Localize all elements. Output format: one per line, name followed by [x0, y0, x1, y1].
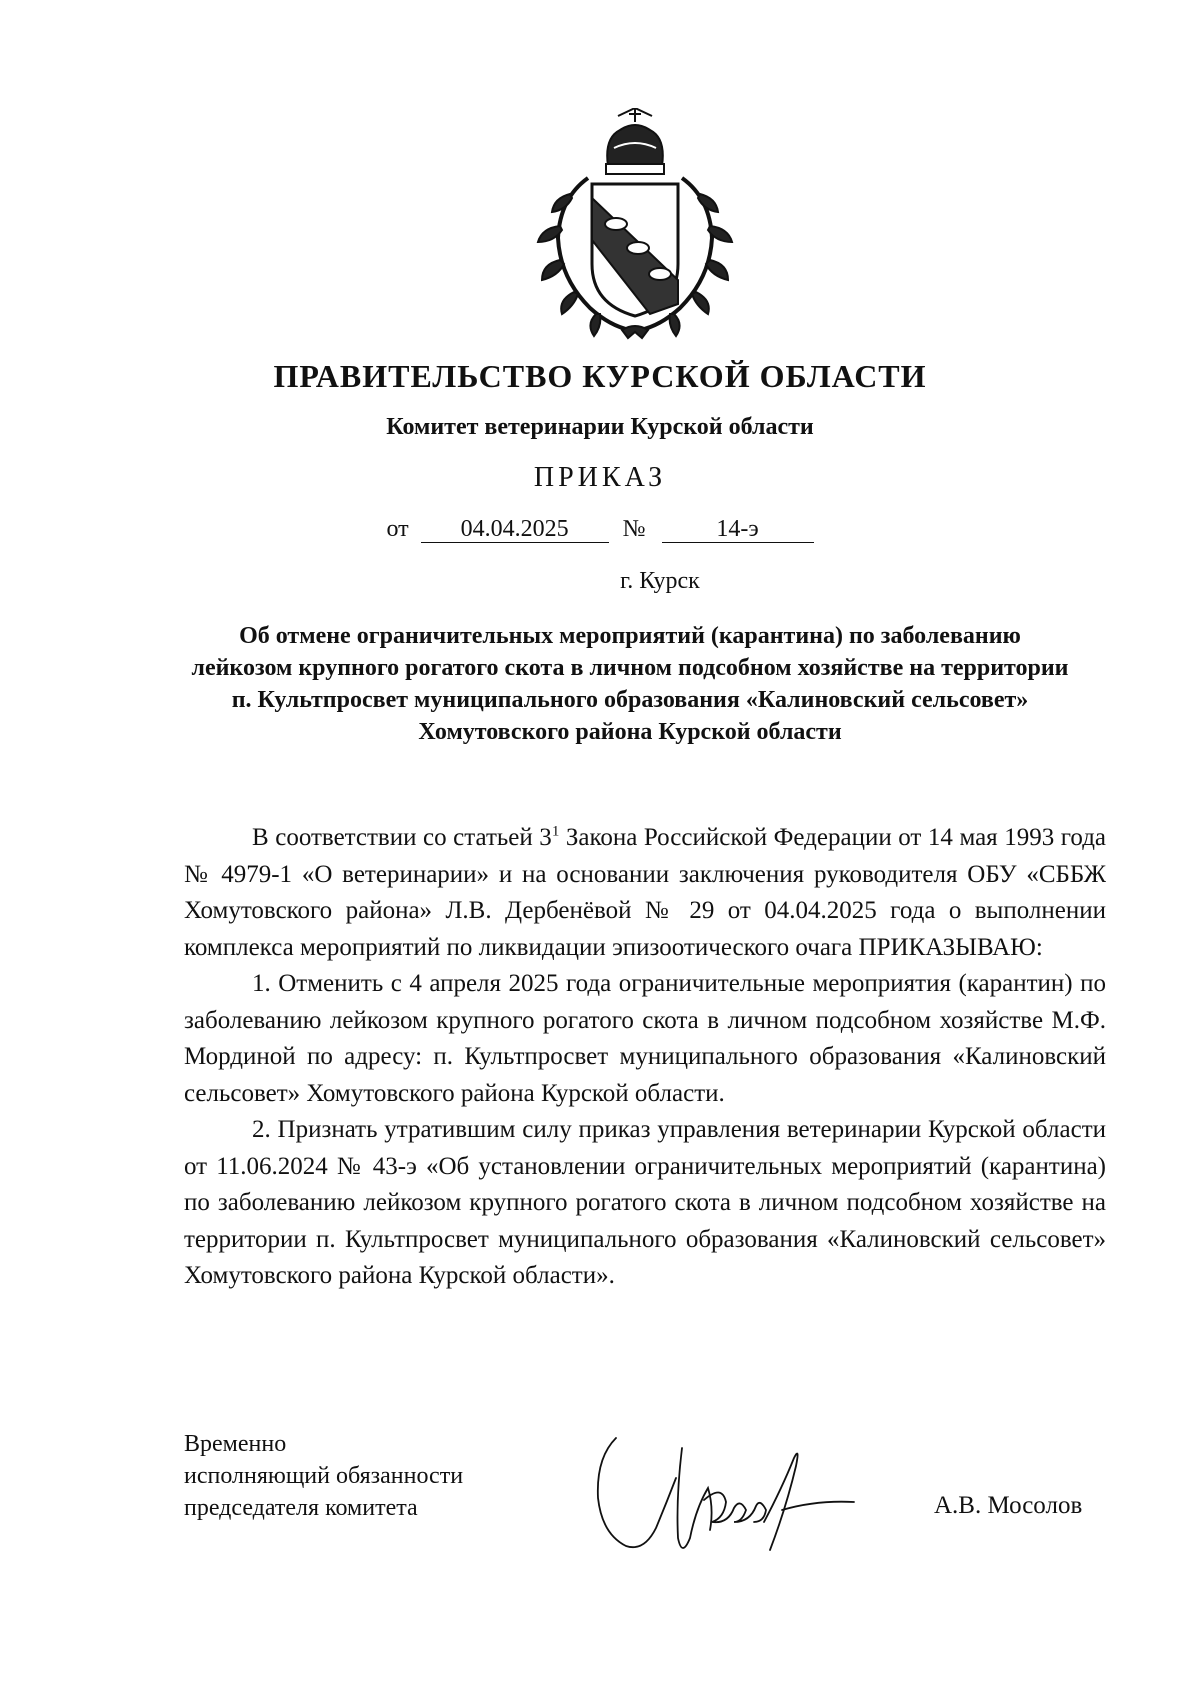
order-item-1: 1. Отменить с 4 апреля 2025 года ограничительные мероприятия (карантин) по заболеванию лейкозом крупного рогатого скота в личном подсобном хозяйстве М.Ф. Мординой по адресу: п. Культпросвет муниципального образования «Калиновский сельсовет» Хомутовского района Курской области. — [184, 970, 1106, 1107]
signer-position-line-1: Временно — [184, 1431, 287, 1457]
order-item-2: 2. Признать утратившим силу приказ управления ветеринарии Курской области от 11.06.2024 № 43-э «Об установлении ограничительных мероприятий (карантина) по заболеванию лейкозом крупного рогатого скота в личном подсобном хозяйстве на территории п. Культпросвет муниципального образования «Калиновский сельсовет» Хомутовского района Курской области». — [184, 1116, 1106, 1289]
signer-position — [184, 1428, 463, 1524]
order-date: 04.04.2025 — [421, 516, 609, 543]
order-body — [184, 820, 1106, 1295]
kursk-coat-of-arms-icon — [530, 108, 740, 340]
date-number-line — [0, 516, 1200, 543]
handwritten-signature — [586, 1418, 876, 1566]
date-prefix: от — [386, 516, 409, 542]
document-type: ПРИКАЗ — [533, 462, 667, 493]
signer-name: А.В. Мосолов — [934, 1492, 1083, 1519]
preamble-paragraph — [184, 820, 1106, 966]
committee-name: Комитет ветеринарии Курской области — [386, 414, 814, 440]
government-title: ПРАВИТЕЛЬСТВО КУРСКОЙ ОБЛАСТИ — [273, 358, 927, 394]
city: г. Курск — [620, 568, 700, 594]
number-sign: № — [622, 516, 646, 542]
article-superscript: 1 — [551, 823, 560, 840]
signer-position-line-3: председателя комитета — [184, 1495, 418, 1521]
preamble-start: В соответствии со статьей 3 — [252, 824, 552, 851]
order-subject: Об отмене ограничительных мероприятий (карантина) по заболеванию лейкозом крупного рогатого скота в личном подсобном хозяйстве на территории п. Культпросвет муниципального образования «Калиновский сельсовет» Хомутовского района Курской области — [191, 623, 1069, 745]
order-number: 14-э — [662, 516, 814, 543]
preamble-rest: Закона Российской Федерации от 14 мая 1993 года № 4979-1 «О ветеринарии» и на основании заключения руководителя ОБУ «СББЖ Хомутовского района» Л.В. Дербенёвой № 29 от 04.04.2025 года о выполнении комплекса мероприятий по ликвидации эпизоотического очага ПРИКАЗЫВАЮ: — [184, 824, 1107, 961]
signer-position-line-2: исполняющий обязанности — [184, 1463, 464, 1489]
